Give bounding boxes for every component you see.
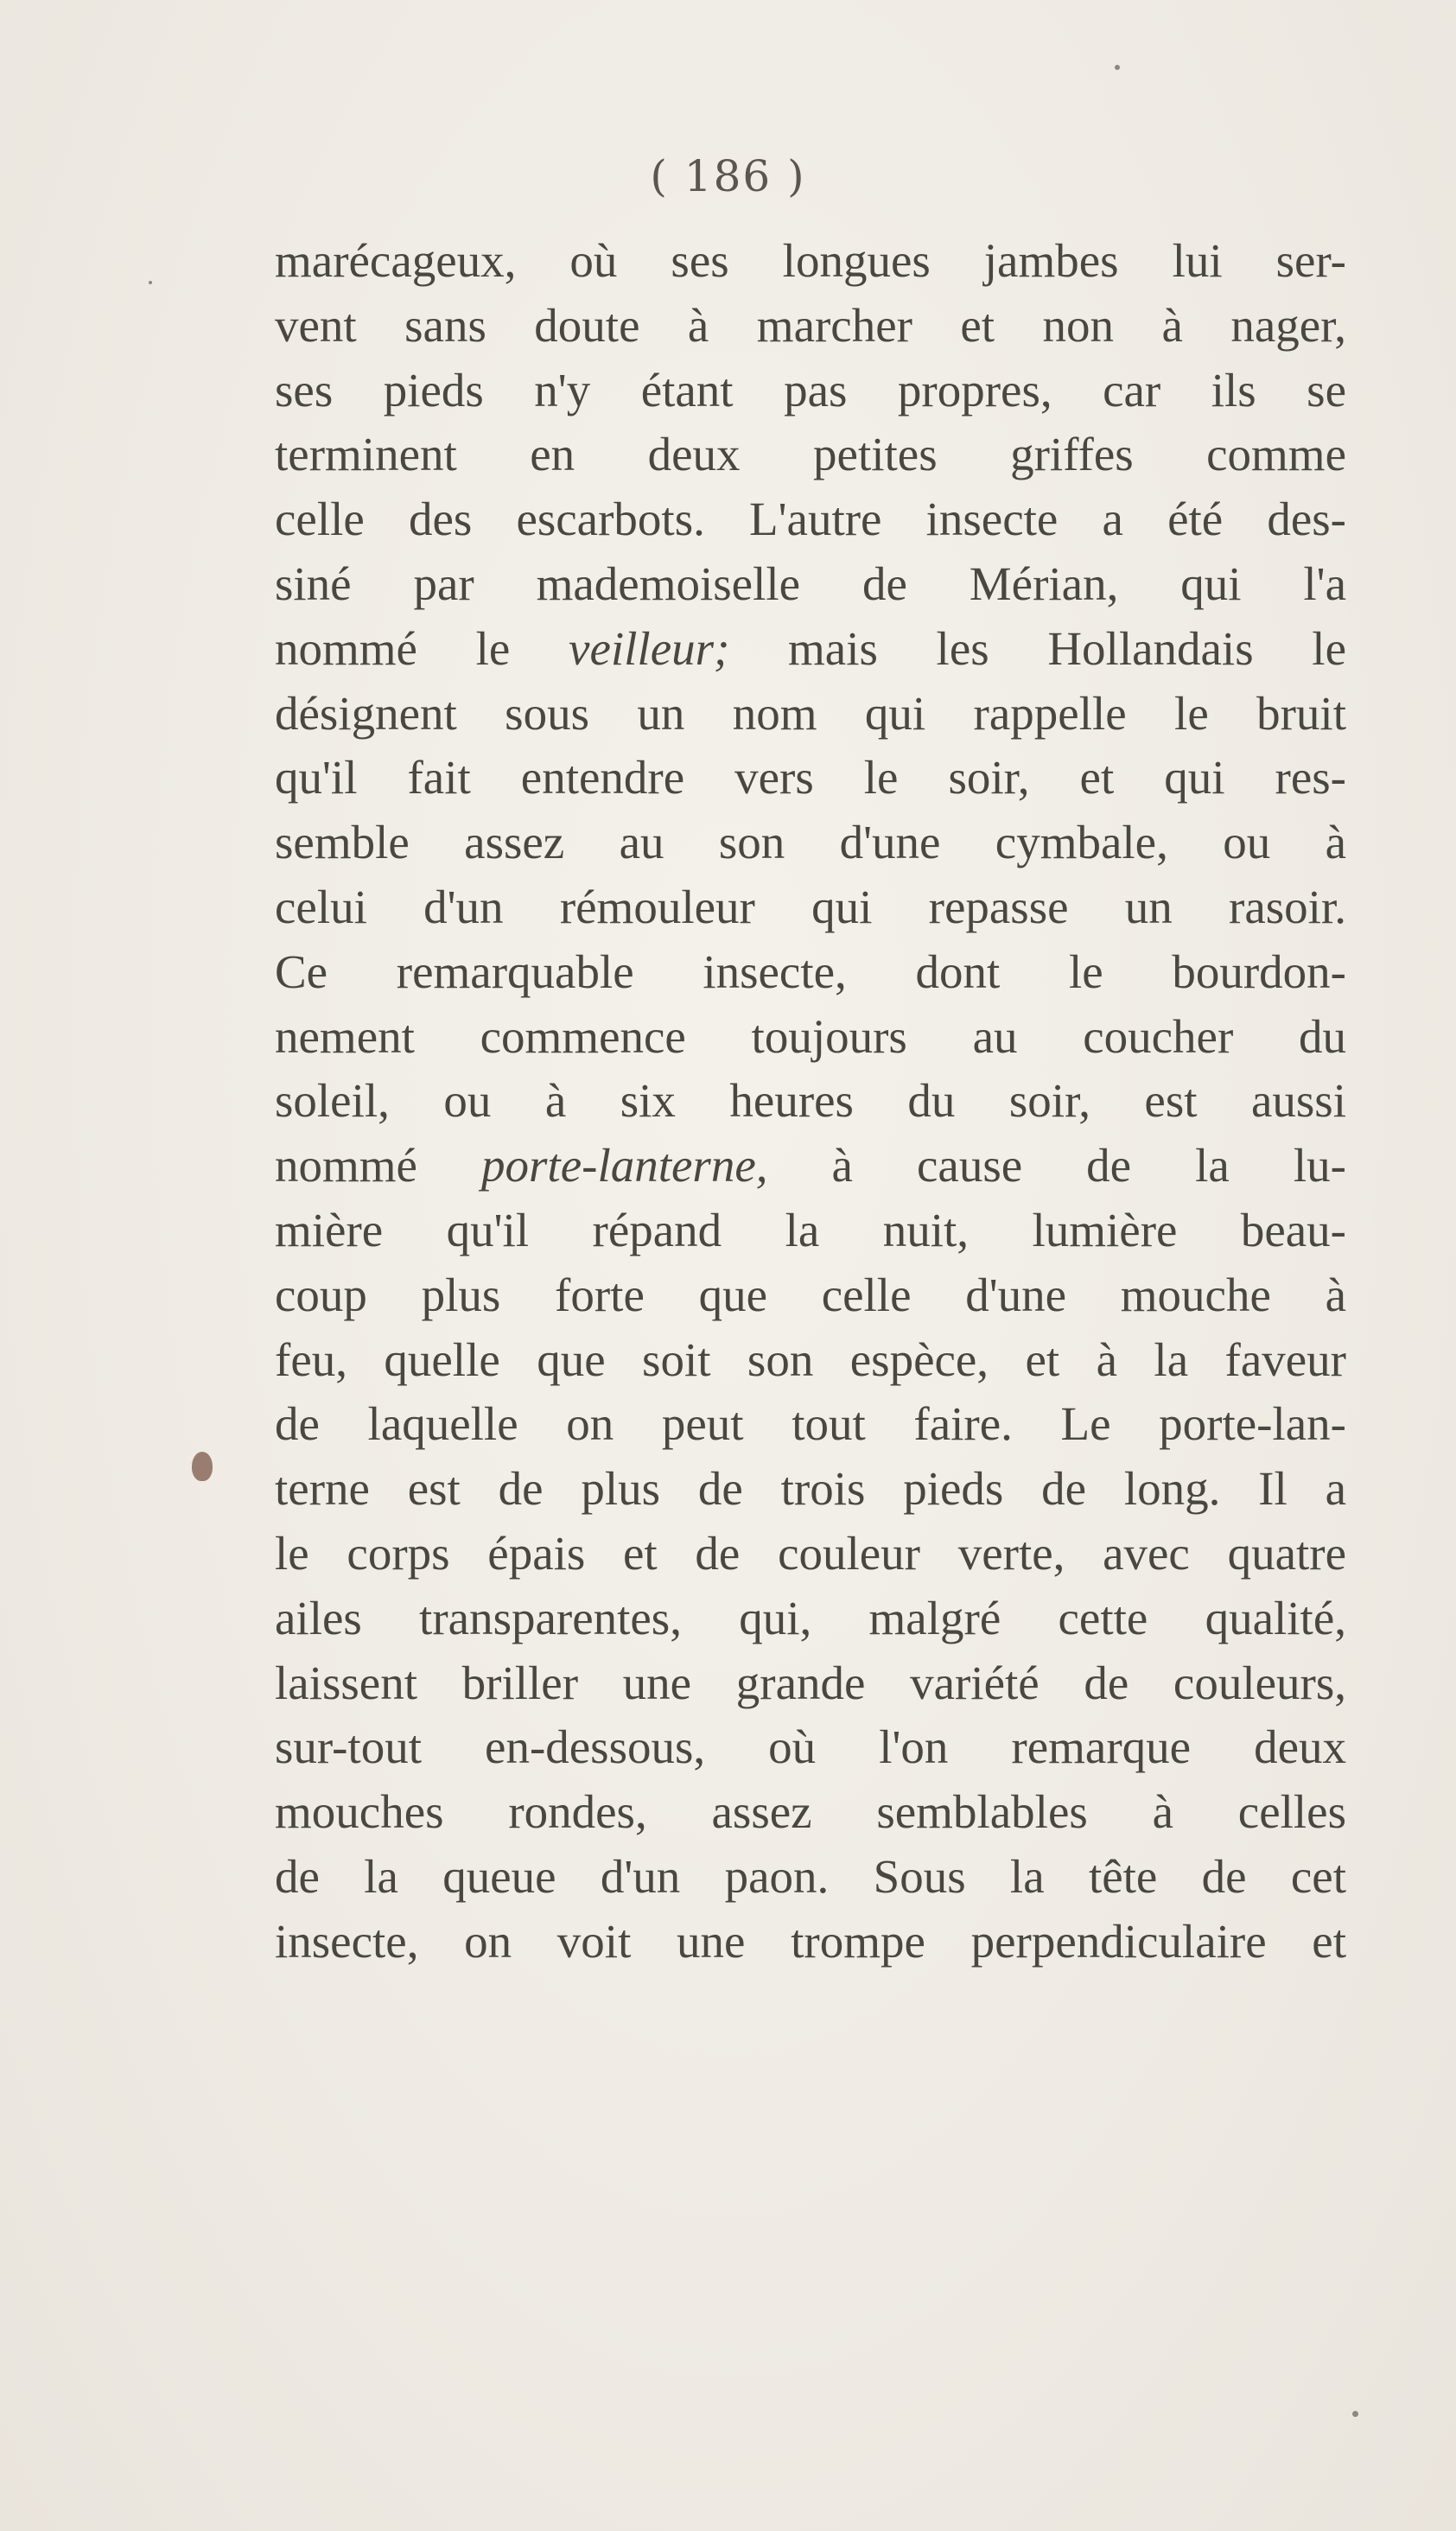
paper-speck	[149, 281, 152, 284]
text-line	[275, 229, 1346, 294]
paper-speck	[1352, 2411, 1358, 2417]
text-segment: mais les Hollandais le	[729, 621, 1346, 675]
text-segment: terminent en deux petites griffes comme	[275, 428, 1346, 481]
text-line	[275, 1392, 1346, 1457]
text-segment: de laquelle on peut tout faire. Le porte-lan-	[275, 1397, 1346, 1451]
text-line	[275, 1134, 1346, 1199]
text-segment: mière qu'il répand la nuit, lumière beau-	[275, 1203, 1346, 1256]
text-line	[275, 1780, 1346, 1845]
text-line	[275, 875, 1346, 940]
text-segment: nommé	[275, 1139, 482, 1192]
text-segment: laissent briller une grande variété de couleurs,	[275, 1656, 1346, 1709]
text-line	[275, 359, 1346, 423]
text-segment: marécageux, où ses longues jambes lui ser-	[275, 234, 1346, 287]
text-line	[275, 423, 1346, 487]
page-number: ( 186 )	[650, 151, 806, 201]
text-segment: ailes transparentes, qui, malgré cette qualité,	[275, 1591, 1346, 1644]
italic-term: veilleur;	[569, 621, 730, 675]
text-line	[275, 1069, 1346, 1134]
text-segment: feu, quelle que soit son espèce, et à la faveur	[275, 1332, 1346, 1386]
text-segment: semble assez au son d'une cymbale, ou à	[275, 816, 1346, 869]
text-line	[275, 1457, 1346, 1522]
text-segment: ses pieds n'y étant pas propres, car ils se	[275, 363, 1346, 417]
text-line	[275, 487, 1346, 552]
margin-ink-stain	[192, 1452, 213, 1481]
text-segment: terne est de plus de trois pieds de long. Il a	[275, 1462, 1346, 1516]
text-segment: soleil, ou à six heures du soir, est aussi	[275, 1074, 1346, 1128]
text-segment: insecte, on voit une trompe perpendiculaire et	[275, 1914, 1346, 1968]
text-line	[275, 1651, 1346, 1716]
text-segment: de la queue d'un paon. Sous la tête de cet	[275, 1849, 1346, 1903]
paper-speck	[1115, 65, 1120, 70]
body-text	[275, 229, 1346, 1975]
text-segment: celui d'un rémouleur qui repasse un rasoir.	[275, 880, 1346, 933]
text-line	[275, 1199, 1346, 1263]
text-segment: nommé le	[275, 621, 569, 675]
text-line	[275, 1587, 1346, 1651]
text-line	[275, 1263, 1346, 1328]
text-line	[275, 1845, 1346, 1910]
text-segment: siné par mademoiselle de Mérian, qui l'a	[275, 556, 1346, 610]
text-line	[275, 1715, 1346, 1780]
text-segment: vent sans doute à marcher et non à nager,	[275, 298, 1346, 352]
text-segment: mouches rondes, assez semblables à celles	[275, 1785, 1346, 1839]
text-line	[275, 746, 1346, 811]
text-line	[275, 1910, 1346, 1975]
text-segment: qu'il fait entendre vers le soir, et qui res-	[275, 751, 1346, 804]
text-line	[275, 811, 1346, 875]
text-line	[275, 1522, 1346, 1587]
text-line	[275, 1005, 1346, 1070]
text-line	[275, 940, 1346, 1005]
text-segment: celle des escarbots. L'autre insecte a été des-	[275, 493, 1346, 546]
text-line	[275, 617, 1346, 682]
text-segment: désignent sous un nom qui rappelle le bruit	[275, 686, 1346, 740]
text-line	[275, 1328, 1346, 1393]
text-line	[275, 294, 1346, 359]
text-segment: le corps épais et de couleur verte, avec quatre	[275, 1526, 1346, 1580]
text-segment: nement commence toujours au coucher du	[275, 1009, 1346, 1063]
text-line	[275, 552, 1346, 617]
text-segment: coup plus forte que celle d'une mouche à	[275, 1268, 1346, 1321]
text-segment: à cause de la lu-	[767, 1139, 1346, 1192]
text-segment: Ce remarquable insecte, dont le bourdon-	[275, 944, 1346, 998]
text-line	[275, 682, 1346, 747]
italic-term: porte-lanterne,	[481, 1139, 768, 1192]
text-segment: sur-tout en-dessous, où l'on remarque deux	[275, 1720, 1346, 1774]
